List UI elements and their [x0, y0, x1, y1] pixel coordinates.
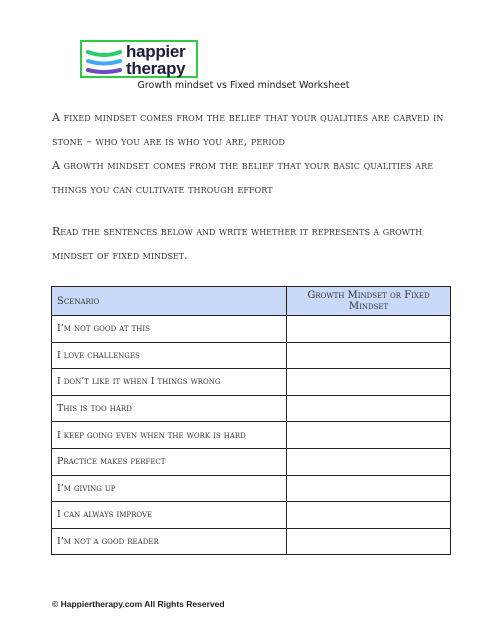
fixed-mindset-definition: A fixed mindset comes from the belief that your qualities are carved in stone – who you are is who you are, period [52, 111, 444, 148]
answer-cell[interactable] [287, 316, 451, 343]
table-row [52, 342, 451, 369]
answer-cell[interactable] [287, 342, 451, 369]
table-row [52, 422, 451, 449]
worksheet-subtitle: Growth mindset vs Fixed mindset Worksheet [137, 80, 350, 91]
logo [80, 40, 198, 78]
scenario-cell: I’m giving up [52, 475, 287, 502]
answer-cell[interactable] [287, 369, 451, 396]
intro-text [52, 106, 452, 202]
scenario-cell: This is too hard [52, 395, 287, 422]
answer-cell[interactable] [287, 422, 451, 449]
scenario-cell: I don’t like it when I things wrong [52, 369, 287, 396]
table-row [52, 369, 451, 396]
scenario-cell: Practice makes perfect [52, 448, 287, 475]
logo-stripes-icon [85, 46, 123, 76]
table-row [52, 528, 451, 555]
answer-cell[interactable] [287, 448, 451, 475]
scenario-cell: I keep going even when the work is hard [52, 422, 287, 449]
table-row [52, 448, 451, 475]
logo-line-2: therapy [126, 59, 186, 78]
instruction-text: Read the sentences below and write whether it represents a growth mindset of fixed mindset. [52, 225, 423, 262]
answer-cell[interactable] [287, 395, 451, 422]
answer-cell[interactable] [287, 528, 451, 555]
answer-cell[interactable] [287, 502, 451, 529]
table-header-row [52, 287, 451, 316]
logo-wordmark [126, 43, 185, 77]
answer-cell[interactable] [287, 475, 451, 502]
scenario-cell: I can always improve [52, 502, 287, 529]
scenario-cell: I’m not a good reader [52, 528, 287, 555]
header-scenario: Scenario [52, 287, 287, 316]
copyright-footer: © Happiertherapy.com All Rights Reserved [52, 599, 225, 609]
header-mindset: Growth Mindset or Fixed Mindset [287, 287, 451, 316]
logo-line-1: happier [126, 42, 186, 61]
table-row [52, 502, 451, 529]
growth-mindset-definition: A growth mindset comes from the belief that your basic qualities are things you can cultivate through effort [52, 159, 434, 196]
table-row [52, 316, 451, 343]
worksheet-table [51, 286, 451, 555]
table-row [52, 475, 451, 502]
scenario-cell: I love challenges [52, 342, 287, 369]
table-row [52, 395, 451, 422]
scenario-cell: I’m not good at this [52, 316, 287, 343]
